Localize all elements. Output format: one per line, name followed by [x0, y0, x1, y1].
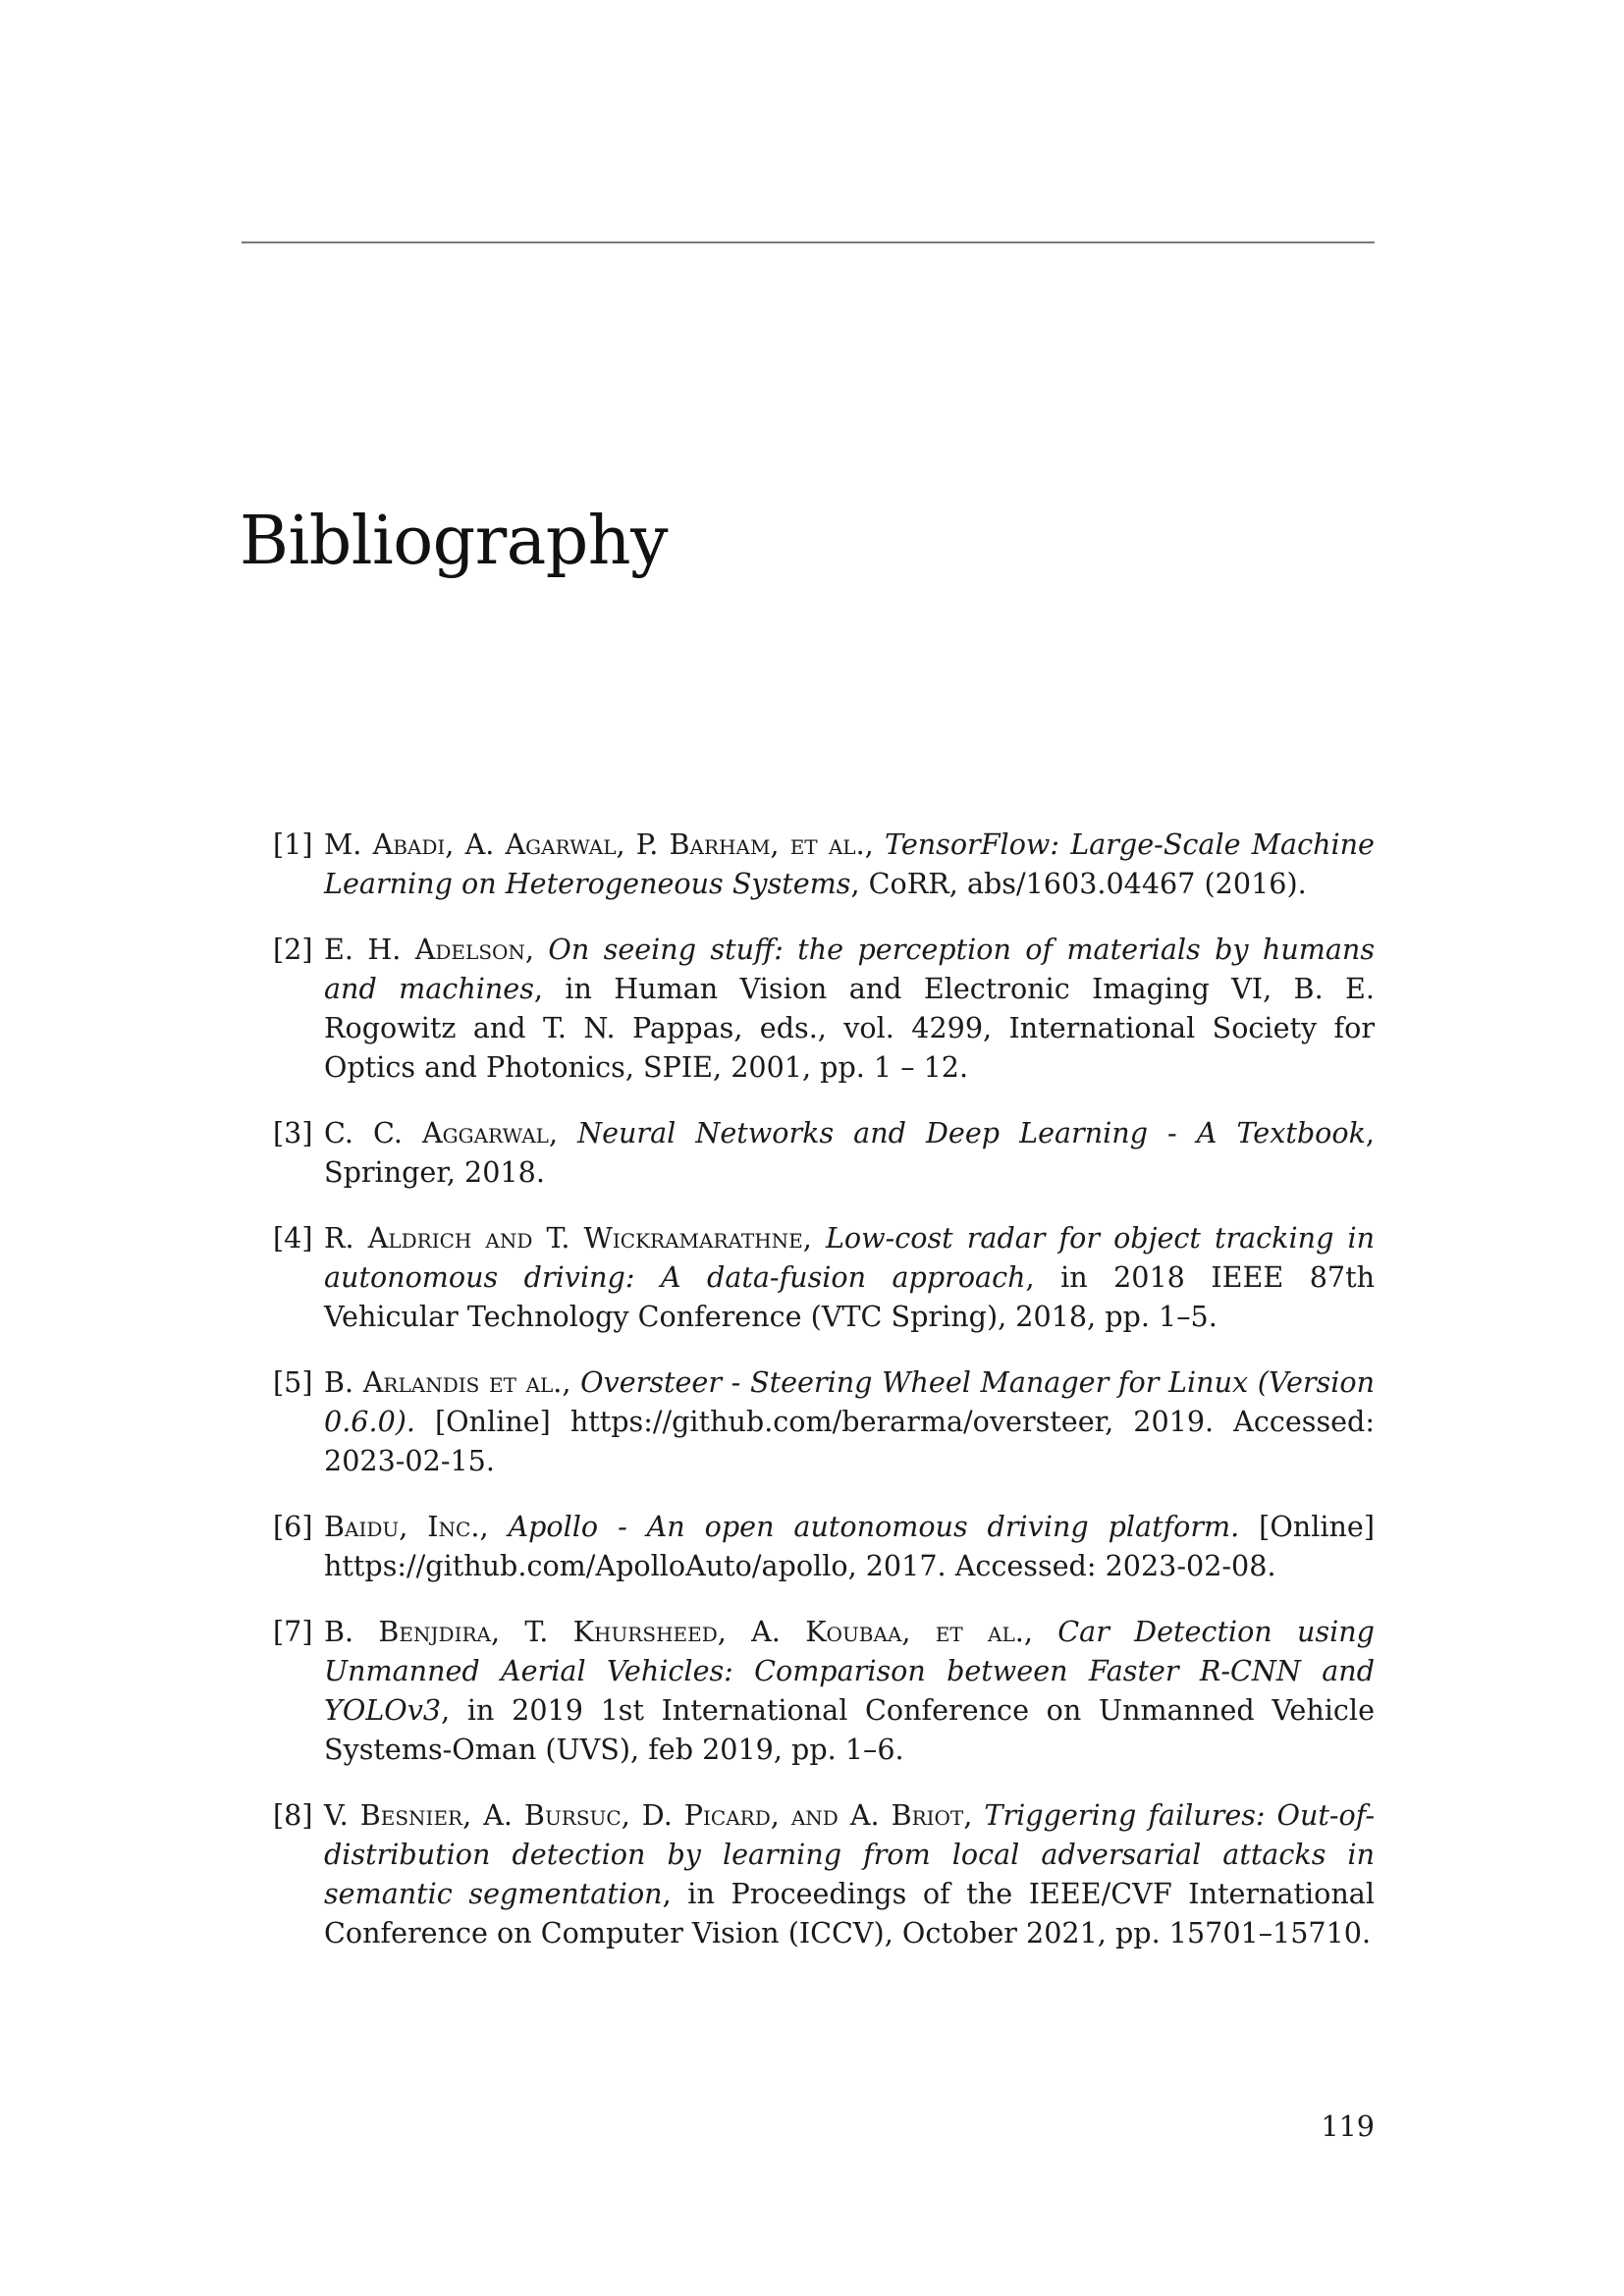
bib-entry-authors: B. Benjdira, T. Khursheed, A. Koubaa, et al.	[324, 1615, 1024, 1648]
bib-entry	[273, 1795, 1375, 1952]
bib-entry-title: Oversteer - Steering Wheel Manager for Linux (Version 0.6.0).	[324, 1365, 1375, 1438]
bib-entry-authors: E. H. Adelson	[324, 933, 525, 966]
bib-entry-details: [Online] https://github.com/berarma/oversteer, 2019. Accessed: 2023-02-15.	[324, 1405, 1375, 1477]
bib-entry-title: Low-cost radar for object tracking in autonomous driving: A data-fusion approach	[324, 1221, 1376, 1294]
bib-entry	[273, 1612, 1375, 1769]
bib-entry-authors: Baidu, Inc.	[324, 1510, 480, 1543]
bib-entry-authors: B. Arlandis et al.	[324, 1365, 563, 1399]
bib-entry-authors: M. Abadi, A. Agarwal, P. Barham, et al.	[324, 828, 865, 861]
bib-entry	[273, 1362, 1375, 1480]
bib-entry-number: [5]	[273, 1365, 313, 1399]
bibliography-list	[273, 825, 1375, 1979]
bib-entry-number: [2]	[273, 933, 313, 966]
bib-entry-details: , Springer, 2018.	[324, 1116, 1375, 1189]
bib-entry-separator: ,	[864, 828, 885, 861]
bib-entry-details: , in 2018 IEEE 87th Vehicular Technology Conference (VTC Spring), 2018, pp. 1–5.	[324, 1260, 1375, 1333]
bib-entry-separator: ,	[479, 1510, 509, 1543]
bib-entry-separator: ,	[802, 1221, 826, 1255]
bib-entry-title: Neural Networks and Deep Learning - A Textbook	[577, 1116, 1366, 1149]
bib-entry-number: [6]	[273, 1510, 313, 1543]
bib-entry	[273, 1113, 1375, 1192]
bib-entry-details: , in Human Vision and Electronic Imaging VI, B. E. Rogowitz and T. N. Pappas, eds., vol. 4299, International Society for Optics and Photonics, SPIE, 2001, pp. 1 – 12.	[324, 972, 1375, 1084]
bib-entry-title: Apollo - An open autonomous driving platform.	[508, 1510, 1240, 1543]
bib-entry-title: Triggering failures: Out-of-distribution detection by learning from local adversarial attacks in semantic segmentation	[324, 1798, 1375, 1910]
bib-entry-authors: R. Aldrich and T. Wickramarathne	[324, 1221, 803, 1255]
bib-entry	[273, 1507, 1375, 1585]
bib-entry-number: [4]	[273, 1221, 313, 1255]
bib-entry-title: On seeing stuff: the perception of materials by humans and machines	[324, 933, 1375, 1005]
bib-entry-separator: ,	[548, 1116, 578, 1149]
bib-entry-number: [7]	[273, 1615, 313, 1648]
bib-entry-separator: ,	[1023, 1615, 1058, 1648]
bib-entry-title: Car Detection using Unmanned Aerial Vehicles: Comparison between Faster R-CNN and YOLOv3	[324, 1615, 1375, 1727]
bib-entry-details: , CoRR, abs/1603.04467 (2016).	[850, 867, 1307, 900]
bib-entry-details: , in 2019 1st International Conference on Unmanned Vehicle Systems-Oman (UVS), feb 2019, pp. 1–6.	[324, 1693, 1375, 1766]
bib-entry-separator: ,	[963, 1798, 985, 1832]
chapter-title: Bibliography	[240, 503, 668, 580]
bib-entry-title: TensorFlow: Large-Scale Machine Learning on Heterogeneous Systems	[324, 828, 1375, 900]
page-number: 119	[1321, 2109, 1375, 2143]
bib-entry	[273, 930, 1375, 1087]
header-rule	[242, 241, 1375, 243]
bib-entry-separator: ,	[562, 1365, 581, 1399]
bib-entry-authors: C. C. Aggarwal	[324, 1116, 549, 1149]
bib-entry-authors: V. Besnier, A. Bursuc, D. Picard, and A. Briot	[324, 1798, 964, 1832]
bib-entry-separator: ,	[524, 933, 549, 966]
bib-entry	[273, 1218, 1375, 1336]
bib-entry-number: [8]	[273, 1798, 313, 1832]
bib-entry-number: [1]	[273, 828, 313, 861]
bib-entry-details: [Online] https://github.com/ApolloAuto/apollo, 2017. Accessed: 2023-02-08.	[324, 1510, 1375, 1582]
bib-entry-number: [3]	[273, 1116, 313, 1149]
bib-entry	[273, 825, 1375, 903]
bib-entry-details: , in Proceedings of the IEEE/CVF International Conference on Computer Vision (ICCV), October 2021, pp. 15701–15710.	[324, 1877, 1375, 1949]
